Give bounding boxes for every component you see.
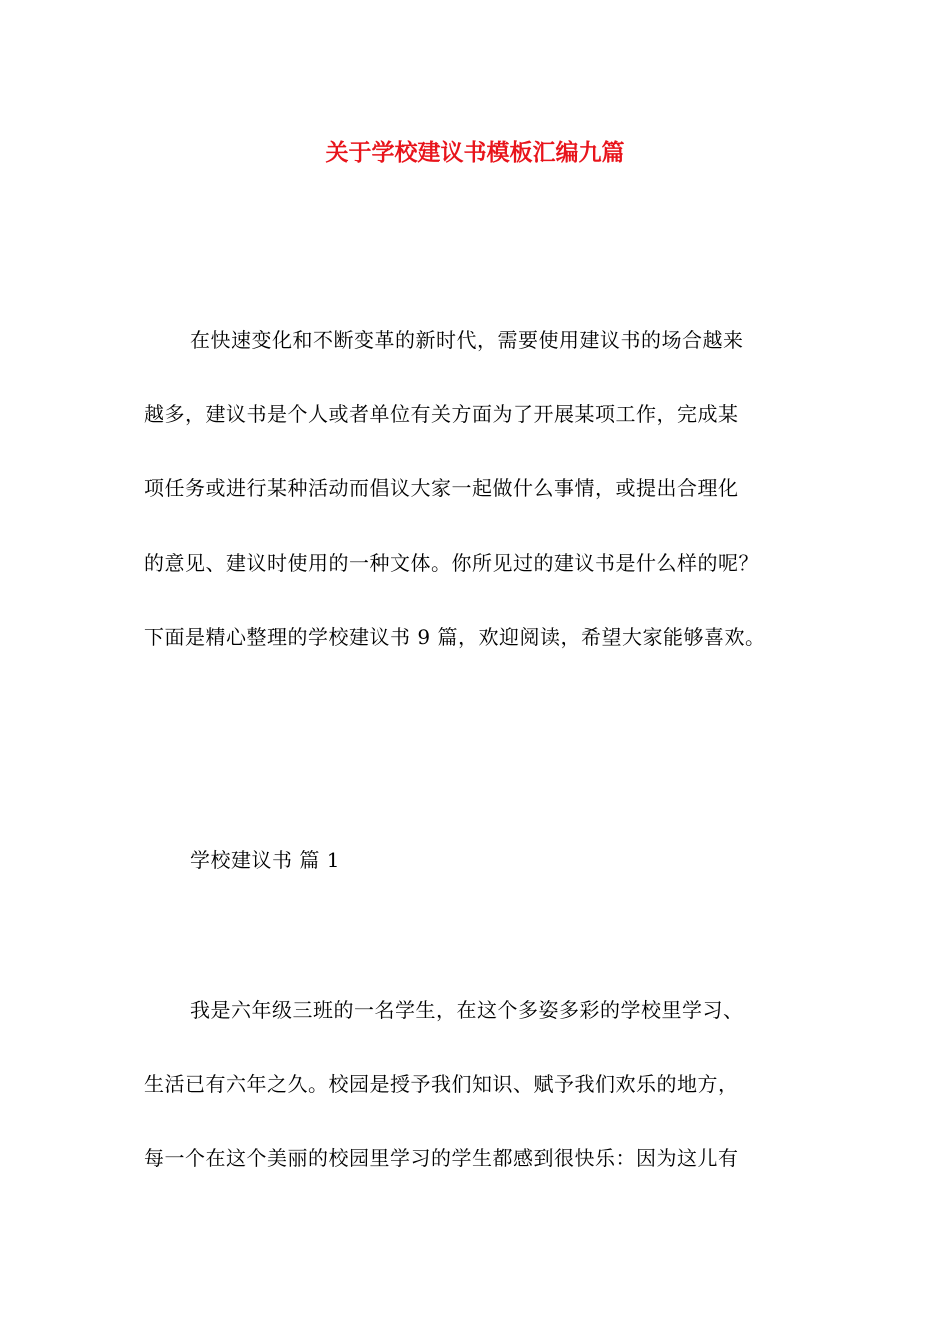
intro-line-2: 越多，建议书是个人或者单位有关方面为了开展某项工作，完成某 bbox=[144, 402, 739, 426]
document-title: 关于学校建议书模板汇编九篇 bbox=[325, 139, 625, 166]
intro-line-3: 项任务或进行某种活动而倡议大家一起做什么事情，或提出合理化 bbox=[144, 476, 739, 500]
intro-line-1: 在快速变化和不断变革的新时代，需要使用建议书的场合越来 bbox=[190, 328, 744, 352]
body-line-3: 每一个在这个美丽的校园里学习的学生都感到很快乐：因为这儿有 bbox=[144, 1146, 739, 1170]
intro-line-5: 下面是精心整理的学校建议书 9 篇，欢迎阅读，希望大家能够喜欢。 bbox=[144, 625, 766, 649]
intro-line-4: 的意见、建议时使用的一种文体。你所见过的建议书是什么样的呢？ bbox=[144, 551, 759, 575]
section-heading: 学校建议书 篇 1 bbox=[190, 848, 340, 872]
body-line-2: 生活已有六年之久。校园是授予我们知识、赋予我们欢乐的地方， bbox=[144, 1072, 739, 1096]
body-line-1: 我是六年级三班的一名学生，在这个多姿多彩的学校里学习、 bbox=[190, 998, 744, 1022]
